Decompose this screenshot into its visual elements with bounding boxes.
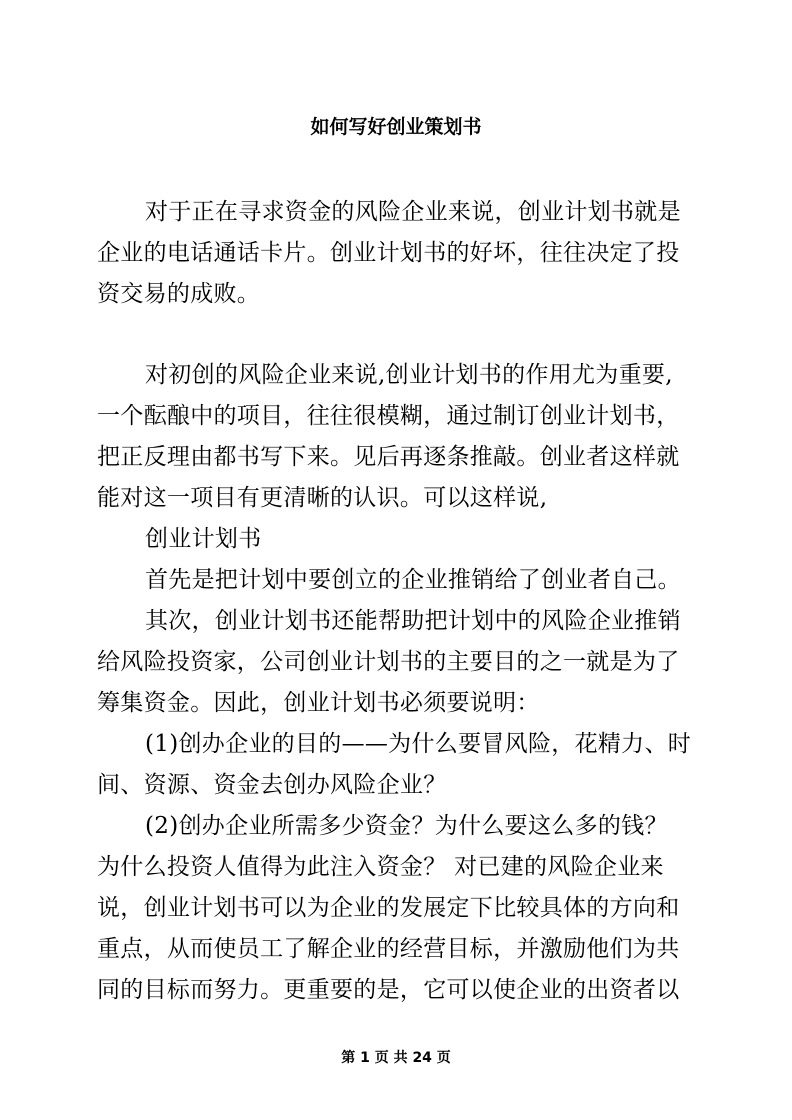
- document-title: 如何写好创业策划书: [310, 116, 482, 138]
- text-line: (1)创办企业的目的——为什么要冒风险，花精力、时: [145, 731, 692, 757]
- text-line: 把正反理由都书写下来。见后再逐条推敲。创业者这样就: [97, 444, 680, 470]
- text-line: 首先是把计划中要创立的企业推销给了创业者自己。: [145, 567, 681, 593]
- text-line: 为什么投资人值得为此注入资金？ 对已建的风险企业来: [97, 854, 664, 880]
- text-line: 其次，创业计划书还能帮助把计划中的风险企业推销: [145, 608, 681, 634]
- text-line: 同的目标而努力。更重要的是，它可以使企业的出资者以: [97, 977, 680, 1003]
- paragraph: [97, 601, 697, 724]
- text-line: 能对这一项目有更清晰的认识。可以这样说,: [97, 485, 548, 511]
- text-line: 资交易的成败。: [97, 281, 261, 307]
- paragraph: [97, 806, 697, 1011]
- text-line: 给风险投资家，公司创业计划书的主要目的之一就是为了: [97, 649, 680, 675]
- page-number-footer: 第 1 页 共 24 页: [341, 1050, 451, 1066]
- paragraph: [97, 192, 697, 315]
- paragraph: [97, 355, 697, 519]
- text-line: (2)创办企业所需多少资金？为什么要这么多的钱？: [145, 813, 668, 839]
- document-body: [97, 192, 697, 1011]
- text-line: 重点，从而使员工了解企业的经营目标，并激励他们为共: [97, 936, 680, 962]
- text-line: 一个酝酿中的项目，往往很模糊，通过制订创业计划书，: [97, 403, 680, 429]
- text-line: 创业计划书: [145, 526, 262, 552]
- text-line: 说，创业计划书可以为企业的发展定下比较具体的方向和: [97, 895, 680, 921]
- text-line: 对于正在寻求资金的风险企业来说，创业计划书就是: [145, 199, 681, 225]
- text-line: 间、资源、资金去创办风险企业？: [97, 772, 447, 798]
- paragraph: [97, 519, 697, 560]
- paragraph: [97, 724, 697, 806]
- paragraph-spacer: [97, 315, 697, 355]
- text-line: 对初创的风险企业来说,创业计划书的作用尤为重要,: [145, 362, 673, 388]
- paragraph: [97, 560, 697, 601]
- text-line: 筹集资金。因此，创业计划书必须要说明：: [97, 690, 540, 716]
- text-line: 企业的电话通话卡片。创业计划书的好坏，往往决定了投: [97, 240, 680, 266]
